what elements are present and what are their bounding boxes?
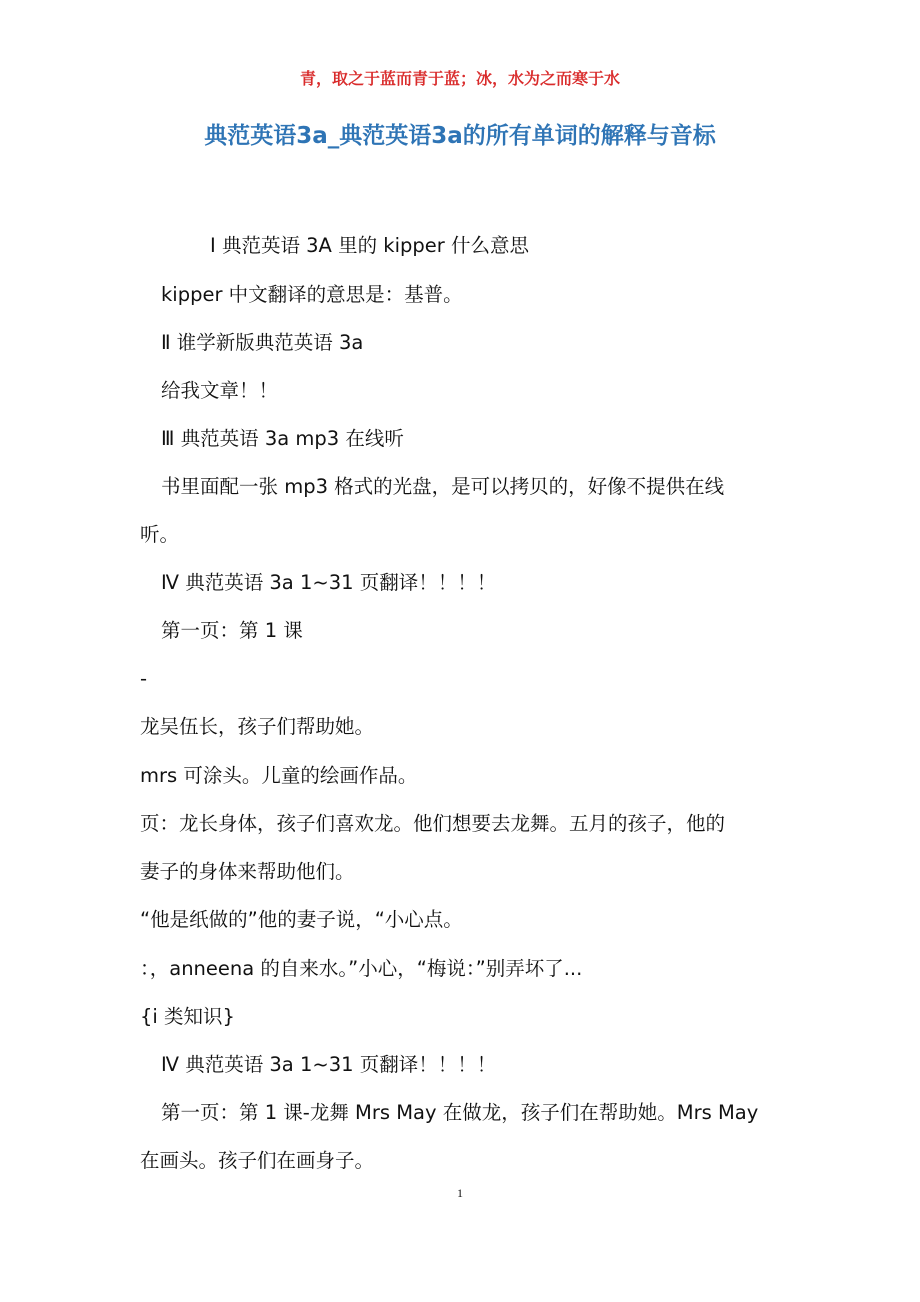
page-number: 1 — [457, 1186, 463, 1200]
paragraph-line: 给我文章！！ — [161, 379, 279, 402]
paragraph-line: 妻子的身体来帮助他们。 — [140, 860, 355, 883]
paragraph-line: 在画头。孩子们在画身子。 — [140, 1149, 375, 1172]
heading-line-3: Ⅲ 典范英语 3a mp3 在线听 — [161, 427, 404, 450]
paragraph-line: - — [140, 667, 148, 690]
paragraph-line: {i 类知识} — [140, 1005, 235, 1028]
paragraph-line: 页：龙长身体，孩子们喜欢龙。他们想要去龙舞。五月的孩子，他的 — [140, 812, 726, 835]
paragraph-line: 第一页：第 1 课 — [161, 619, 303, 642]
document-title: 典范英语3a_典范英语3a的所有单词的解释与音标 — [204, 123, 716, 149]
heading-line-1: Ⅰ 典范英语 3A 里的 kipper 什么意思 — [210, 234, 529, 257]
paragraph-line: 书里面配一张 mp3 格式的光盘，是可以拷贝的，好像不提供在线 — [161, 475, 725, 498]
header-motto: 青，取之于蓝而青于蓝；冰，水为之而寒于水 — [299, 69, 620, 88]
heading-line-4: Ⅳ 典范英语 3a 1~31 页翻译！！！！ — [161, 571, 497, 594]
paragraph-line: mrs 可涂头。儿童的绘画作品。 — [140, 764, 418, 787]
paragraph-line: 听。 — [140, 523, 180, 546]
paragraph-line: kipper 中文翻译的意思是：基普。 — [161, 283, 463, 306]
heading-line-2: Ⅱ 谁学新版典范英语 3a — [161, 331, 364, 354]
paragraph-line: 龙吴伍长，孩子们帮助她。 — [140, 715, 375, 738]
paragraph-line: “他是纸做的”他的妻子说，“小心点。 — [140, 908, 463, 931]
paragraph-line: 第一页：第 1 课-龙舞 Mrs May 在做龙，孩子们在帮助她。Mrs May — [161, 1101, 759, 1124]
heading-line-5: Ⅳ 典范英语 3a 1~31 页翻译！！！！ — [161, 1053, 497, 1076]
paragraph-line: ：，anneena 的自来水。”小心，“梅说：”别弄坏了... — [140, 957, 583, 980]
